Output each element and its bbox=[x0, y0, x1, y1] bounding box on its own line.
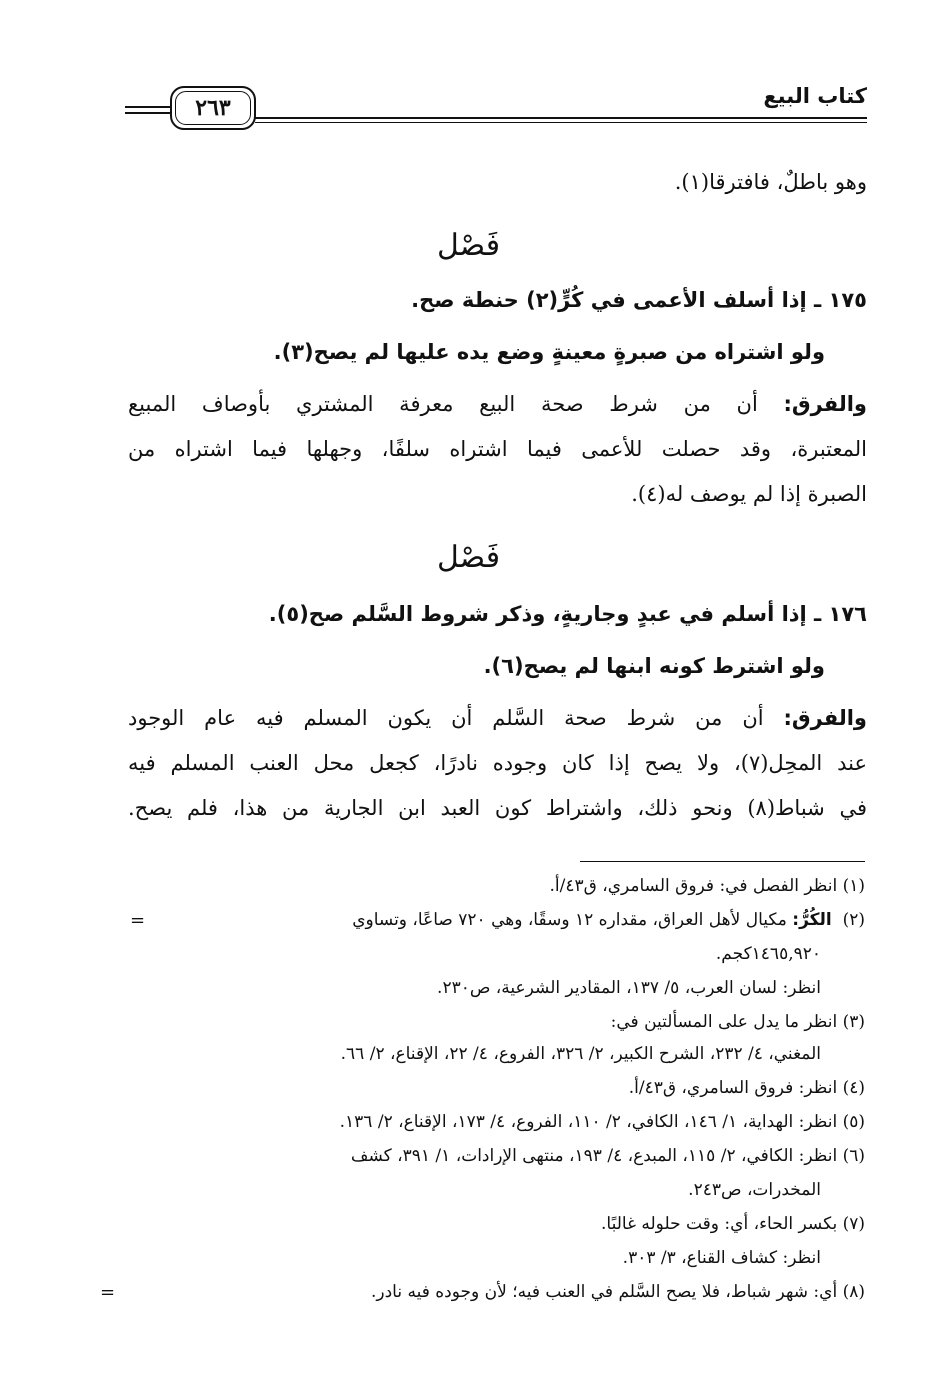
section-heading-fasl: فَصْل bbox=[436, 228, 501, 263]
continuation-marker: = bbox=[130, 910, 146, 931]
farq-paragraph-line: عند المحِل(٧)، ولا يصح إذا كان وجوده نادرًا، كجعل محل العنب المسلم فيه bbox=[128, 751, 867, 775]
item-176-line: ولو اشترط كونه ابنها لم يصح(٦). bbox=[483, 654, 825, 678]
footnote-2-reference: انظر: لسان العرب، ٥/ ١٣٧، المقادير الشرعية، ص٢٣٠. bbox=[437, 978, 821, 998]
item-176-line: ١٧٦ ـ إذا أسلم في عبدٍ وجاريةٍ، وذكر شروط السَّلم صح(٥). bbox=[268, 602, 867, 626]
header-rule bbox=[255, 117, 867, 119]
body-line: وهو باطلٌ، فافترقا(١). bbox=[674, 170, 867, 194]
footnote-3: (٣) انظر ما يدل على المسألتين في: bbox=[610, 1012, 865, 1032]
farq-paragraph-line bbox=[128, 394, 867, 415]
item-175-line: ولو اشتراه من صبرةٍ معينةٍ وضع يده عليها لم يصح(٣). bbox=[273, 340, 825, 364]
header-ornament-dash bbox=[125, 112, 170, 114]
footnote-rule bbox=[580, 861, 865, 862]
farq-paragraph-line: الصبرة إذا لم يوصف له(٤). bbox=[631, 482, 867, 506]
farq-text: أن من شرط صحة السَّلم أن يكون المسلم فيه عام الوجود bbox=[128, 706, 784, 730]
footnote-7: (٧) بكسر الحاء، أي: وقت حلوله غالبًا. bbox=[601, 1214, 865, 1234]
farq-text: أن من شرط صحة البيع معرفة المشتري بأوصاف المبيع bbox=[128, 392, 784, 416]
header-ornament-dash bbox=[125, 106, 170, 108]
farq-label: والفرق: bbox=[783, 706, 867, 730]
farq-label: والفرق: bbox=[783, 392, 867, 416]
continuation-marker: = bbox=[100, 1282, 116, 1303]
page-number-box bbox=[170, 86, 256, 130]
footnote-number: (٢) bbox=[842, 910, 865, 930]
header-rule-thin bbox=[255, 122, 867, 123]
footnote-8: (٨) أي: شهر شباط، فلا يصح السَّلم في العنب فيه؛ لأن وجوده فيه نادر. bbox=[371, 1282, 865, 1302]
page-number: ٢٦٣ bbox=[195, 95, 231, 121]
footnote-4: (٤) انظر: فروق السامري، ق٤٣/أ. bbox=[628, 1078, 865, 1098]
footnote-1: (١) انظر الفصل في: فروق السامري، ق٤٣/أ. bbox=[549, 876, 865, 896]
footnote-6-continuation: المخدرات، ص٢٤٣. bbox=[688, 1180, 821, 1200]
section-heading-fasl: فَصْل bbox=[436, 540, 501, 575]
farq-paragraph-line bbox=[128, 708, 867, 729]
footnote-text: مكيال لأهل العراق، مقداره ١٢ وسقًا، وهي ٧٢٠ صاعًا، وتساوي bbox=[352, 910, 793, 930]
footnote-3-continuation: المغني، ٤/ ٢٣٢، الشرح الكبير، ٢/ ٣٢٦، الفروع، ٤/ ٢٢، الإقناع، ٢/ ٦٦. bbox=[340, 1044, 821, 1064]
footnote-term: الكُرُّ: bbox=[792, 910, 832, 930]
footnote-2 bbox=[110, 912, 865, 929]
footnote-6: (٦) انظر: الكافي، ٢/ ١١٥، المبدع، ٤/ ١٩٣، منتهى الإرادات، ١/ ٣٩١، كشف bbox=[350, 1146, 865, 1166]
footnote-7-reference: انظر: كشاف القناع، ٣/ ٣٠٣. bbox=[622, 1248, 821, 1268]
farq-paragraph-line: المعتبرة، وقد حصلت للأعمى فيما اشتراه سلفًا، وجهلها فيما اشتراه من bbox=[128, 437, 867, 461]
footnote-2-continuation: ١٤٦٥,٩٢٠كجم. bbox=[715, 944, 821, 964]
farq-paragraph-line: في شباط(٨) ونحو ذلك، واشتراط كون العبد ابن الجارية من هذا، فلم يصح. bbox=[128, 796, 867, 820]
item-175-line: ١٧٥ ـ إذا أسلف الأعمى في كُرٍّ(٢) حنطة صح. bbox=[411, 288, 867, 312]
header-book-title: كتاب البيع bbox=[763, 84, 867, 108]
footnote-5: (٥) انظر: الهداية، ١/ ١٤٦، الكافي، ٢/ ١١٠، الفروع، ٤/ ١٧٣، الإقناع، ٢/ ١٣٦. bbox=[339, 1112, 865, 1132]
